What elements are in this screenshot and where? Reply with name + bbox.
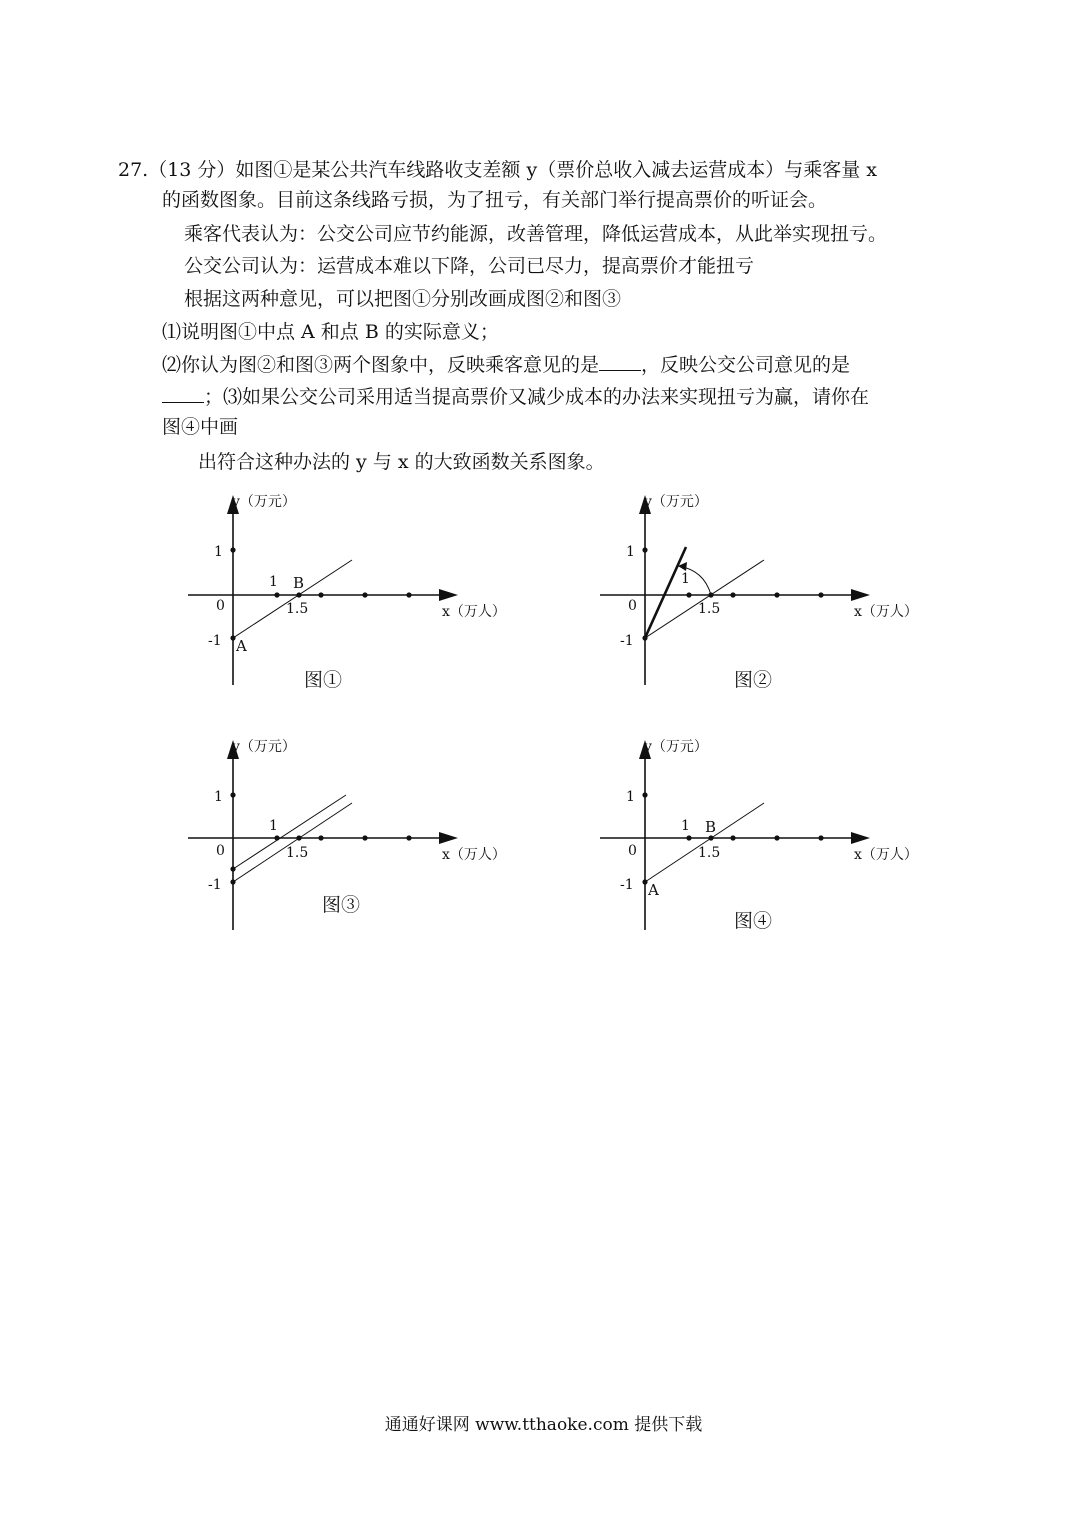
y-axis-label: y（万元） (232, 739, 296, 755)
figure-4 (592, 735, 952, 935)
question-3-line-3: 出符合这种办法的 y 与 x 的大致函数关系图象。 (198, 451, 605, 473)
tick-dot (708, 592, 713, 597)
tick-dot (642, 792, 647, 797)
x-axis-label: x（万人） (442, 604, 506, 620)
problem-line-3: 乘客代表认为：公交公司应节约能源，改善管理，降低运营成本，从此举实现扭亏。 (184, 223, 888, 245)
tick-dot (274, 592, 279, 597)
problem-line-1: 27.（13 分）如图①是某公共汽车线路收支差额 y（票价总收入减去运营成本）与乘客量 x (118, 159, 877, 181)
origin-label: 0 (216, 843, 225, 859)
figure-3 (180, 735, 540, 935)
figure-2 (592, 490, 952, 690)
figure-caption: 图① (304, 669, 343, 691)
origin-label: 0 (628, 598, 637, 614)
footer: 通通好课网 www.tthaoke.com 提供下载 (384, 1415, 703, 1435)
tick-dot (230, 792, 235, 797)
answer-blank-passenger[interactable] (599, 352, 641, 371)
problem-line-4: 公交公司认为：运营成本难以下降，公司已尽力，提高票价才能扭亏 (184, 255, 755, 277)
tick-dot (686, 835, 691, 840)
origin-label: 0 (628, 843, 637, 859)
tick-dot (296, 592, 301, 597)
tick-dot (296, 835, 301, 840)
tick-label-y-1: 1 (214, 544, 223, 560)
y-axis-label: y（万元） (232, 494, 296, 510)
question-3 (162, 384, 869, 409)
tick-dot (406, 592, 411, 597)
question-1: ⑴说明图①中点 A 和点 B 的实际意义； (162, 321, 499, 343)
tick-dot (406, 835, 411, 840)
tick-label-x-1-5: 1.5 (286, 845, 309, 861)
tick-label-x-1: 1 (681, 818, 690, 834)
tick-dot (362, 592, 367, 597)
x-arrow-icon (439, 832, 458, 844)
point-b-label: B (705, 818, 717, 836)
y-axis-label: y（万元） (644, 494, 708, 510)
tick-dot (818, 592, 823, 597)
tick-dot (274, 835, 279, 840)
figure-1 (180, 490, 540, 690)
tick-label-x-1: 1 (269, 818, 278, 834)
x-axis-label: x（万人） (854, 604, 918, 620)
tick-dot (230, 547, 235, 552)
tick-dot (318, 835, 323, 840)
tick-dot (818, 835, 823, 840)
tick-dot (642, 879, 647, 884)
figure-caption: 图③ (322, 894, 361, 916)
point-a-label: A (236, 637, 247, 655)
tick-dot (362, 835, 367, 840)
tick-dot (230, 866, 235, 871)
tick-label-y-1: 1 (626, 544, 635, 560)
question-2-text-a: ⑵你认为图②和图③两个图象中，反映乘客意见的是 (162, 354, 600, 376)
tick-dot (642, 547, 647, 552)
question-2-text-b: ，反映公交公司意见的是 (641, 354, 851, 376)
x-arrow-icon (851, 589, 870, 601)
answer-blank-company[interactable] (162, 384, 204, 403)
tick-dot (318, 592, 323, 597)
point-a-label: A (648, 881, 659, 899)
question-3-text-a: ；⑶如果公交公司采用适当提高票价又减少成本的办法来实现扭亏为赢，请你在 (204, 386, 870, 408)
question-3-line-2: 图④中画 (162, 416, 239, 438)
tick-label-y-neg1: -1 (620, 633, 634, 649)
tick-label-x-1-5: 1.5 (286, 601, 309, 617)
problem-line-2: 的函数图象。目前这条线路亏损，为了扭亏，有关部门举行提高票价的听证会。 (162, 189, 828, 211)
x-axis-label: x（万人） (854, 847, 918, 863)
tick-dot (230, 635, 235, 640)
question-2 (162, 352, 850, 377)
tick-label-y-1: 1 (214, 789, 223, 805)
tick-dot (730, 592, 735, 597)
tick-label-x-1-5: 1.5 (698, 845, 721, 861)
function-line (233, 560, 352, 638)
tick-label-y-neg1: -1 (208, 633, 222, 649)
x-axis-label: x（万人） (442, 847, 506, 863)
x-arrow-icon (439, 589, 458, 601)
original-function-line (233, 803, 352, 882)
function-line (645, 803, 764, 882)
origin-label: 0 (216, 598, 225, 614)
tick-label-x-1-5: 1.5 (698, 601, 721, 617)
tick-dot (708, 835, 713, 840)
tick-label-x-1: 1 (681, 571, 690, 587)
figure-caption: 图④ (734, 910, 773, 932)
y-axis-label: y（万元） (644, 739, 708, 755)
problem-line-5: 根据这两种意见，可以把图①分别改画成图②和图③ (184, 288, 622, 310)
tick-label-y-1: 1 (626, 789, 635, 805)
tick-label-x-1: 1 (269, 574, 278, 590)
tick-dot (730, 835, 735, 840)
tick-dot (230, 879, 235, 884)
tick-dot (642, 635, 647, 640)
x-arrow-icon (851, 832, 870, 844)
point-b-label: B (293, 574, 305, 592)
tick-label-y-neg1: -1 (620, 877, 634, 893)
tick-label-y-neg1: -1 (208, 877, 222, 893)
tick-dot (774, 835, 779, 840)
tick-dot (686, 592, 691, 597)
figure-caption: 图② (734, 669, 773, 691)
tick-dot (774, 592, 779, 597)
